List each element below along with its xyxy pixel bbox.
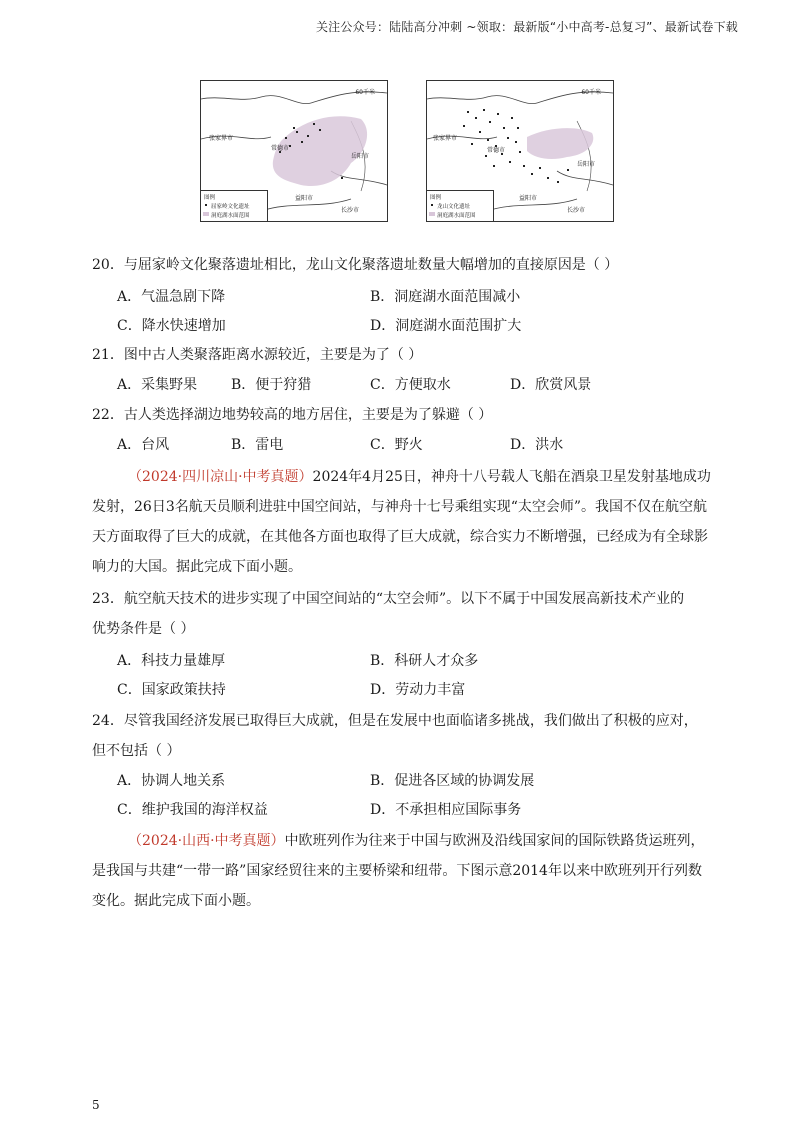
city-label: 益阳市 (295, 195, 314, 202)
passage-china-europe-railway (92, 826, 712, 916)
legend-item: 龙山文化遗址 (437, 204, 471, 210)
city-label: 张家界市 (433, 135, 458, 142)
question-24-option-d: D．不承担相应国际事务 (370, 802, 522, 818)
question-23-stem-line1: 23．航空航天技术的进步实现了中国空间站的“太空会师”。以下不属于中国发展高新技术产业的 (92, 591, 685, 607)
passage-text (92, 826, 712, 916)
question-20-option-b: B．洞庭湖水面范围减小 (370, 289, 521, 305)
question-24-stem-line1: 24．尽管我国经济发展已取得巨大成就，但是在发展中也面临诸多挑战，我们做出了积极的应对， (92, 713, 698, 729)
page-number: 5 (92, 1098, 100, 1112)
question-20-option-a: A．气温急剧下降 (117, 289, 226, 305)
question-24-option-c: C．维护我国的海洋权益 (117, 802, 268, 818)
question-23-option-b: B．科研人才众多 (370, 653, 479, 669)
legend-title: 图例 (204, 195, 216, 201)
question-23-option-d: D．劳动力丰富 (370, 682, 466, 698)
question-22-option-a: A．台风 (117, 437, 170, 453)
question-21-option-a: A．采集野果 (117, 377, 198, 393)
question-23-stem-line2: 优势条件是（ ） (92, 621, 195, 637)
question-22-option-b: B．雷电 (231, 437, 284, 453)
legend-item: 洞庭湖水面范围 (437, 213, 476, 219)
question-22-option-d: D．洪水 (510, 437, 564, 453)
question-23-option-a: A．科技力量雄厚 (117, 653, 226, 669)
question-20-option-c: C．降水快速增加 (117, 318, 226, 334)
question-24-option-b: B．促进各区域的协调发展 (370, 773, 535, 789)
question-21-option-b: B．便于狩猎 (231, 377, 312, 393)
question-20-stem: 20．与屈家岭文化聚落遗址相比，龙山文化聚落遗址数量大幅增加的直接原因是（ ） (92, 257, 619, 273)
legend-item: 洞庭湖水面范围 (211, 213, 250, 219)
city-label: 常德市 (271, 145, 290, 152)
passage-space-station (92, 462, 712, 582)
city-label: 益阳市 (519, 195, 538, 202)
page-header: 关注公众号：陆陆高分冲刺 ~领取：最新版“小中高考-总复习”、最新试卷下载 (315, 20, 738, 34)
source-tag: （2024·四川凉山·中考真题） (128, 469, 313, 485)
question-21-stem: 21．图中古人类聚落距离水源较近，主要是为了（ ） (92, 347, 423, 363)
map-scale: 60千米 (581, 89, 601, 96)
question-21-option-c: C．方便取水 (370, 377, 451, 393)
legend-item: 屈家岭文化遗址 (211, 204, 250, 210)
site-dot-icon (431, 204, 433, 206)
source-tag: （2024·山西·中考真题） (128, 833, 285, 849)
map-scale: 60千米 (355, 89, 375, 96)
passage-body: 2024年4月25日，神舟十八号载人飞船在酒泉卫星发射基地成功发射，26日3名航天员顺利进驻中国空间站，与神舟十七号乘组实现“太空会师”。我国不仅在航空航天方面取得了巨大的成就，在其他各方面也取得了巨大成就，综合实力不断增强，已经成为有全球影响力的大国。据此完成下面小题。 (92, 469, 711, 575)
question-24-stem-line2: 但不包括（ ） (92, 743, 181, 759)
question-22-stem: 22．古人类选择湖边地势较高的地方居住，主要是为了躲避（ ） (92, 407, 493, 423)
map-longshan (426, 80, 614, 222)
map-legend (201, 190, 268, 221)
passage-text (92, 462, 712, 582)
question-20-option-d: D．洞庭湖水面范围扩大 (370, 318, 522, 334)
city-label: 长沙市 (341, 207, 360, 214)
question-21-option-d: D．欣赏风景 (510, 377, 592, 393)
map-legend (427, 190, 494, 221)
city-label: 常德市 (487, 147, 506, 154)
question-23-option-c: C．国家政策扶持 (117, 682, 226, 698)
city-label: 岳阳市 (351, 153, 370, 160)
city-label: 岳阳市 (577, 161, 596, 168)
legend-title: 图例 (430, 195, 442, 201)
lake-area-icon (203, 212, 209, 216)
question-22-option-c: C．野火 (370, 437, 423, 453)
city-label: 长沙市 (567, 207, 586, 214)
map-qujialing (200, 80, 388, 222)
lake-area-icon (429, 212, 435, 216)
map-figure (200, 80, 612, 220)
question-24-option-a: A．协调人地关系 (117, 773, 226, 789)
city-label: 张家界市 (209, 135, 234, 142)
site-dot-icon (205, 204, 207, 206)
passage-body: 中欧班列作为往来于中国与欧洲及沿线国家间的国际铁路货运班列，是我国与共建“一带一路”国家经贸往来的主要桥梁和纽带。下图示意2014年以来中欧班列开行列数变化。据此完成下面小题。 (92, 833, 705, 909)
